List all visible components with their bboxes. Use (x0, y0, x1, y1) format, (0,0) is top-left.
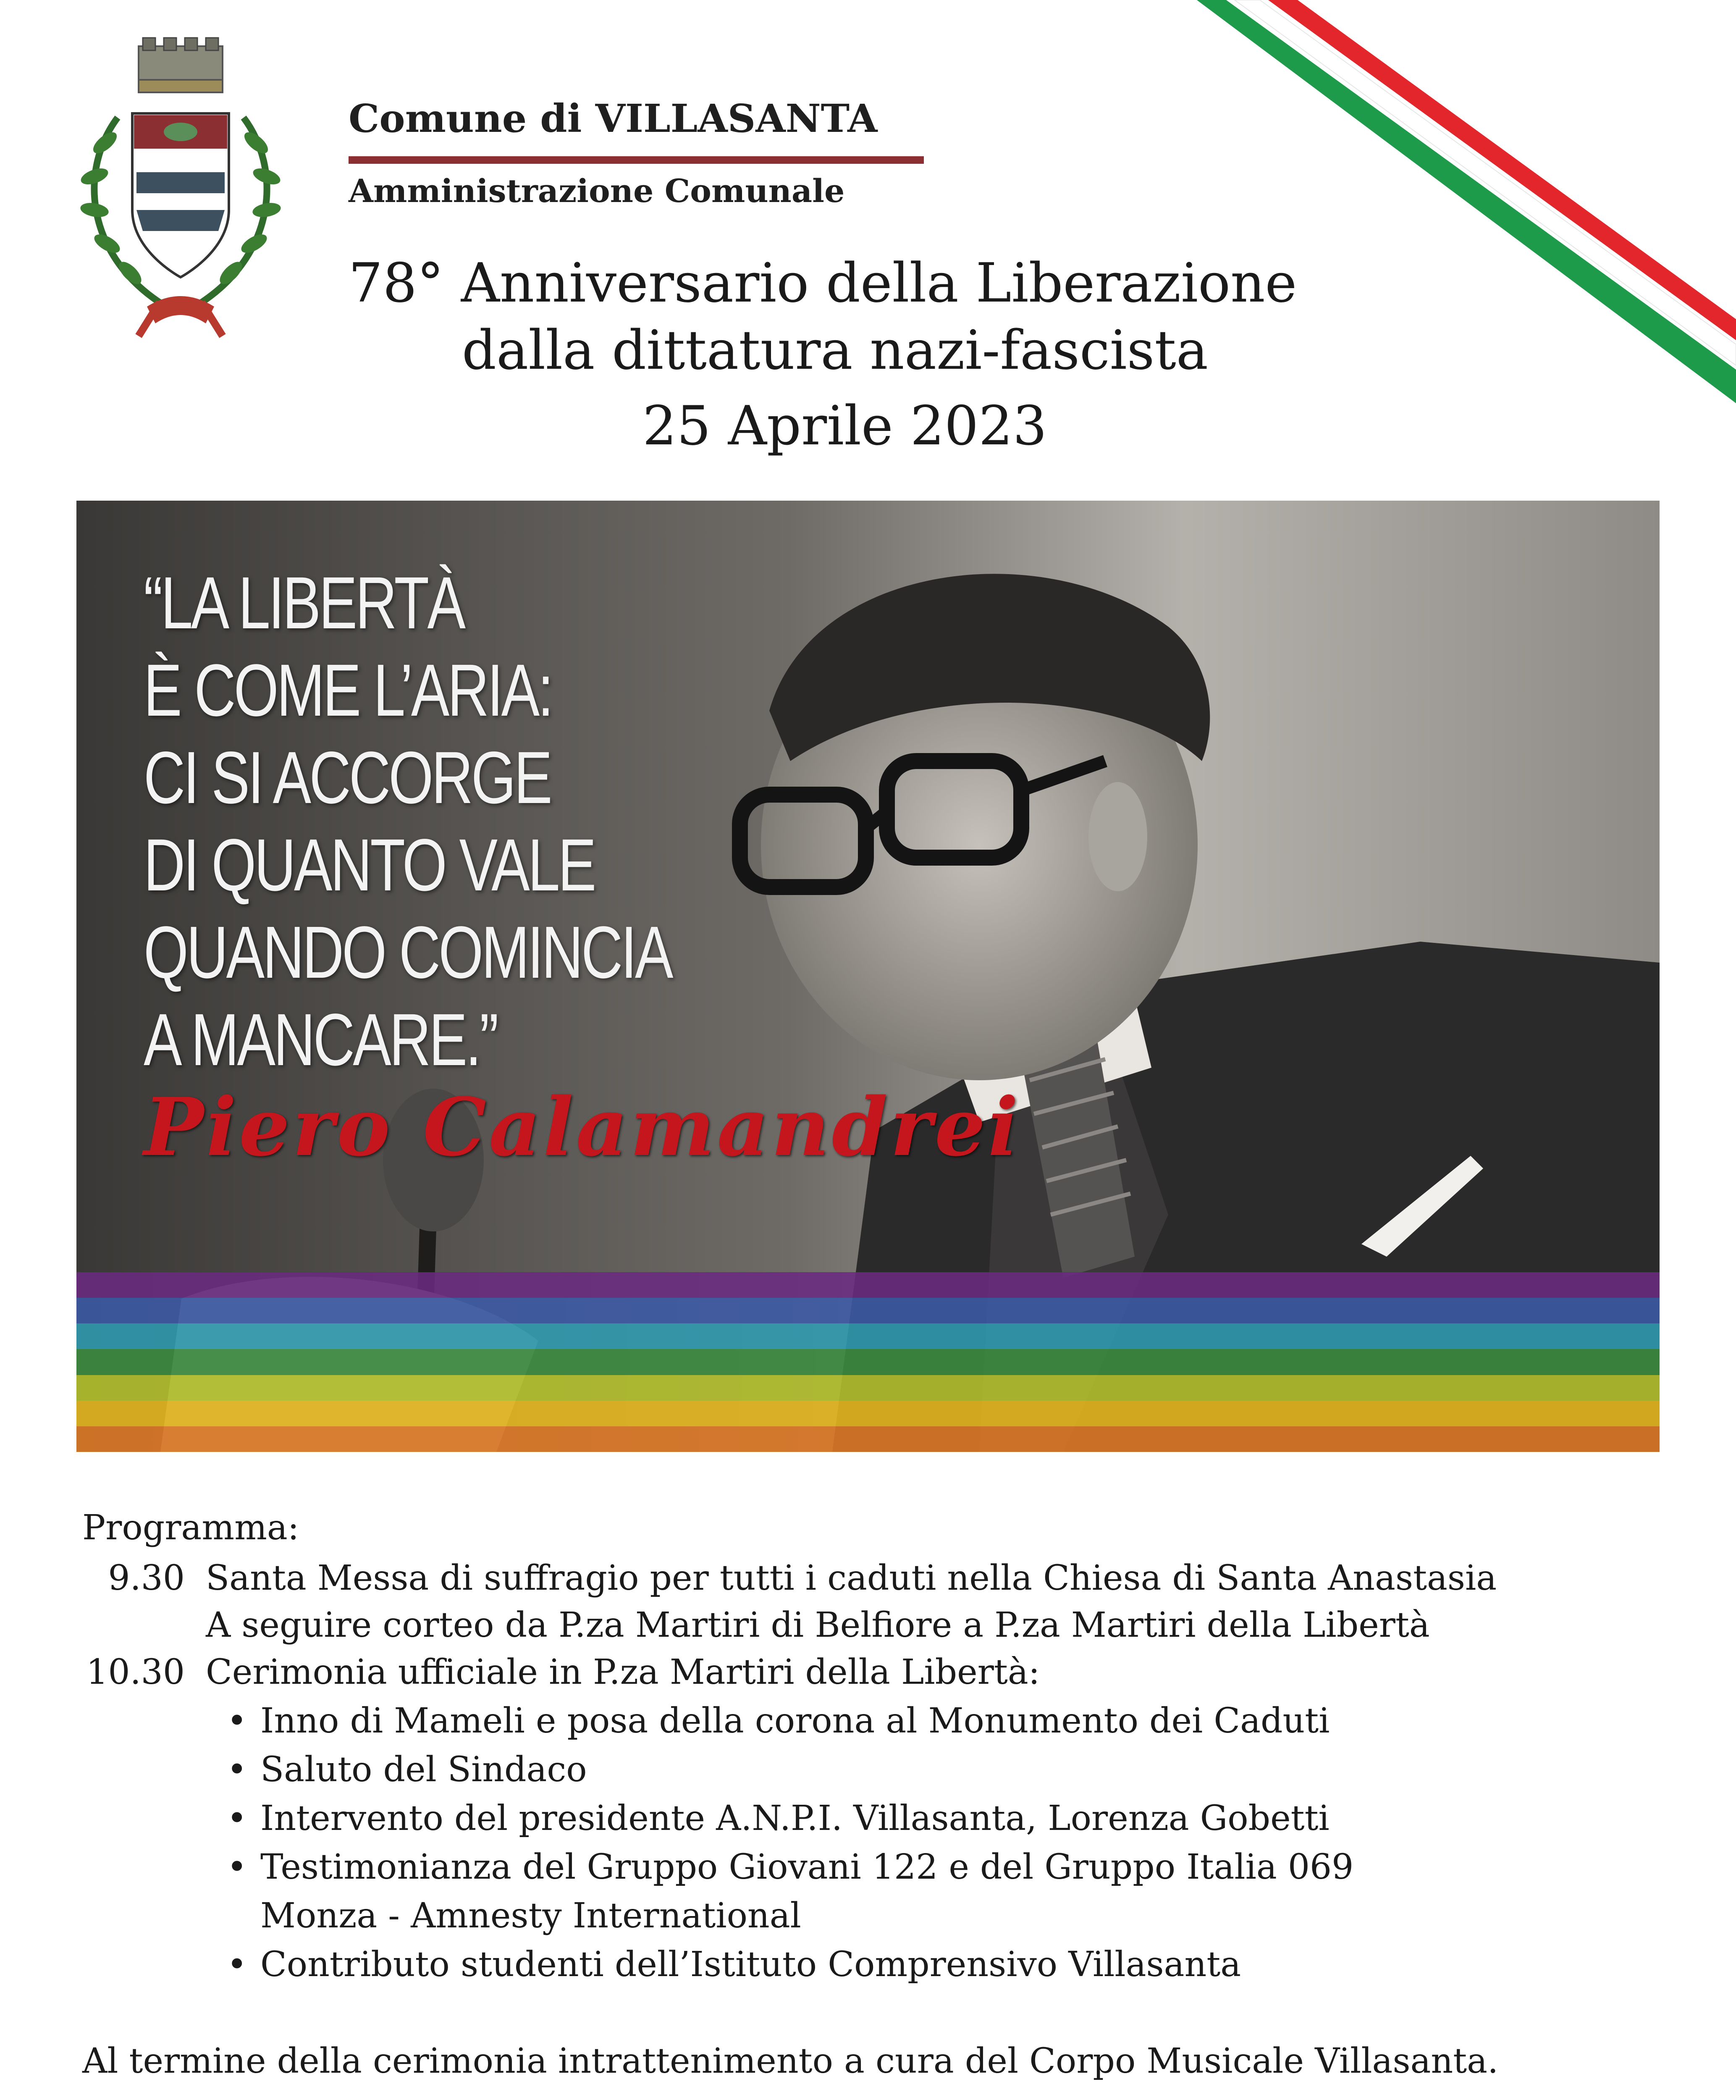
headline-date: 25 Aprile 2023 (642, 395, 1047, 457)
rainbow-band (76, 1323, 1660, 1349)
calamandrei-quote (144, 559, 700, 1084)
comune-title: Comune di VILLASANTA (349, 96, 878, 141)
headline-dictatorship: dalla dittatura nazi-fascista (462, 319, 1209, 382)
bullet-icon: • (227, 1847, 247, 1887)
rainbow-band (76, 1426, 1660, 1452)
rainbow-band (76, 1298, 1660, 1323)
rainbow-band (76, 1272, 1660, 1298)
bullet-icon: • (227, 1798, 247, 1838)
time-1030: 10.30 (86, 1652, 185, 1692)
quote-author: Piero Calamandrei (144, 1080, 1021, 1174)
quote-line: È COME L’ARIA: (144, 649, 552, 732)
programme-line: Cerimonia ufficiale in P.za Martiri della Libertà: (206, 1652, 1040, 1692)
quote-line: QUANDO COMINCIA (144, 911, 671, 994)
bullet-icon: • (227, 1701, 247, 1741)
time-930: 9.30 (108, 1558, 185, 1598)
ceremony-item: Testimonianza del Gruppo Giovani 122 e del Gruppo Italia 069 (260, 1847, 1354, 1887)
peace-rainbow-stripes (76, 1272, 1660, 1452)
administration-subtitle: Amministrazione Comunale (349, 172, 845, 210)
quote-line: A MANCARE.” (144, 999, 497, 1081)
villasanta-coat-of-arms (55, 34, 307, 344)
ceremony-item: Intervento del presidente A.N.P.I. Villasanta, Lorenza Gobetti (260, 1798, 1330, 1838)
photo-banner (76, 501, 1660, 1452)
headline-anniversary: 78° Anniversario della Liberazione (349, 252, 1297, 315)
ceremony-item: Saluto del Sindaco (260, 1750, 587, 1790)
rainbow-band (76, 1401, 1660, 1426)
ceremony-item-continued: Monza - Amnesty International (260, 1896, 801, 1936)
programme-line: A seguire corteo da P.za Martiri di Belfiore a P.za Martiri della Libertà (206, 1605, 1430, 1645)
bullet-icon: • (227, 1750, 247, 1790)
ceremony-item: Contributo studenti dell’Istituto Comprensivo Villasanta (260, 1945, 1241, 1984)
tricolore-ribbon (1197, 0, 1736, 428)
rainbow-band (76, 1375, 1660, 1401)
programme-line: Santa Messa di suffragio per tutti i caduti nella Chiesa di Santa Anastasia (206, 1558, 1497, 1598)
quote-line: CI SI ACCORGE (144, 737, 551, 819)
quote-line: “LA LIBERTÀ (144, 562, 464, 644)
bullet-icon: • (227, 1945, 247, 1984)
title-divider (349, 156, 924, 164)
ceremony-item: Inno di Mameli e posa della corona al Monumento dei Caduti (260, 1701, 1330, 1741)
rainbow-band (76, 1349, 1660, 1375)
quote-line: DI QUANTO VALE (144, 824, 595, 906)
programme-title: Programma: (82, 1508, 299, 1548)
closing-note: Al termine della cerimonia intrattenimento a cura del Corpo Musicale Villasanta. (82, 2041, 1499, 2081)
